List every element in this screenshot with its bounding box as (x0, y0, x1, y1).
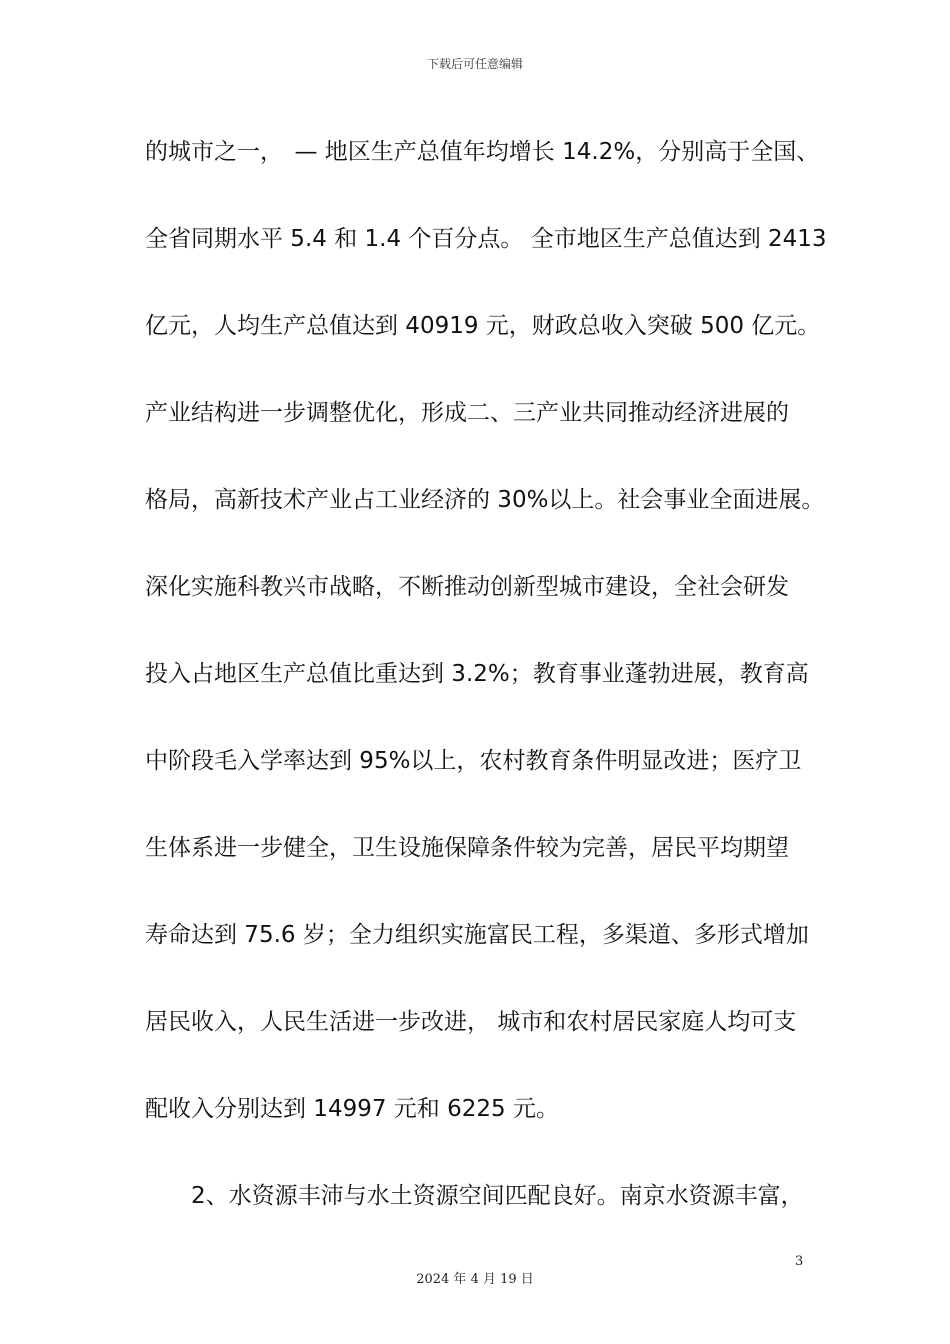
body-line-8: 中阶段毛入学率达到 95%以上，农村教育条件明显改进；医疗卫 (145, 748, 802, 774)
body-line-4: 产业结构进一步调整优化，形成二、三产业共同推动经济进展的 (145, 400, 789, 426)
page-header: 下载后可任意编辑 (426, 57, 523, 71)
body-line-6: 深化实施科教兴市战略，不断推动创新型城市建设，全社会研发 (145, 574, 789, 600)
body-line-10: 寿命达到 75.6 岁；全力组织实施富民工程，多渠道、多形式增加 (145, 922, 809, 948)
body-line-12: 配收入分别达到 14997 元和 6225 元。 (145, 1096, 559, 1122)
body-line-5: 格局，高新技术产业占工业经济的 30%以上。社会事业全面进展。 (145, 487, 825, 513)
body-line-13: 2、水资源丰沛与水土资源空间匹配良好。南京水资源丰富， (191, 1183, 804, 1209)
body-line-11: 居民收入，人民生活进一步改进， 城市和农村居民家庭人均可支 (145, 1009, 797, 1035)
body-line-9: 生体系进一步健全，卫生设施保障条件较为完善，居民平均期望 (145, 835, 789, 861)
body-line-1: 的城市之一， — 地区生产总值年均增长 14.2%，分别高于全国、 (145, 139, 820, 165)
page-footer-date: 2024 年 4 月 19 日 (416, 1272, 534, 1287)
body-line-3: 亿元，人均生产总值达到 40919 元，财政总收入突破 500 亿元。 (145, 313, 821, 339)
page-number: 3 (795, 1254, 804, 1269)
document-body (145, 128, 825, 1259)
body-line-7: 投入占地区生产总值比重达到 3.2%；教育事业蓬勃进展，教育高 (145, 661, 809, 687)
body-line-2: 全省同期水平 5.4 和 1.4 个百分点。 全市地区生产总值达到 2413 (145, 226, 827, 252)
